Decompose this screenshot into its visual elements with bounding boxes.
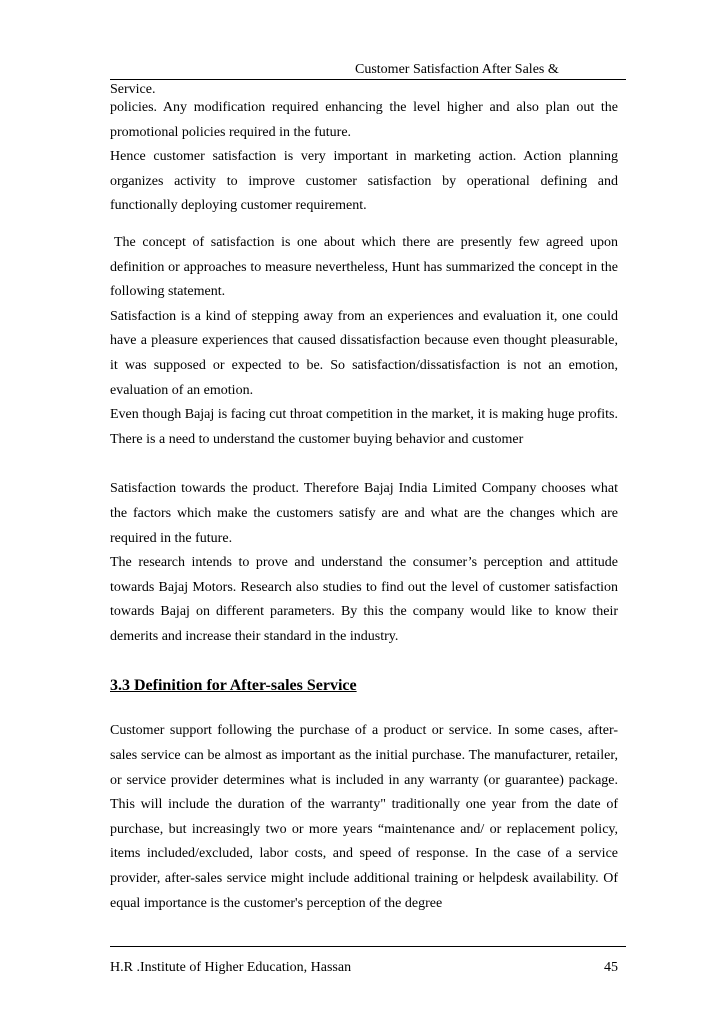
paragraph-after-sales-definition: Customer support following the purchase of a product or service. In some cases, after-sales service can be almost as important as the initial purchase. The manufacturer, retailer, or service provider determines what is included in any warranty (or guarantee) package. This will include the duration of the warranty" traditionally one year from the date of purchase, but increasingly two or more years “maintenance and/ or replacement policy, items included/excluded, labor costs, and speed of response. In the case of a service provider, after-sales service might include additional training or helpdesk availability. Of equal importance is the customer's perception of the degree: [110, 723, 618, 911]
header-title: Customer Satisfaction After Sales &: [355, 62, 559, 77]
paragraph-bajaj-competition: Even though Bajaj is facing cut throat competition in the market, it is making huge profits. There is a need to understand the customer buying behavior and customer: [110, 407, 618, 447]
page-content: [110, 96, 618, 916]
paragraph-concept-of-satisfaction: The concept of satisfaction is one about which there are presently few agreed upon definition or approaches to measure nevertheless, Hunt has summarized the concept in the following statement.: [110, 234, 618, 300]
spacer: [110, 699, 618, 719]
paragraph-satisfaction-product: Satisfaction towards the product. Therefore Bajaj India Limited Company chooses what the factors which make the customers satisfy are and what are the changes which are required in the future.: [110, 481, 618, 546]
paragraph-satisfaction-definition: Satisfaction is a kind of stepping away from an experiences and evaluation it, one could have a pleasure experiences that caused dissatisfaction because even thought pleasurable, it was supposed or expected to be. So satisfaction/dissatisfaction is not an emotion, evaluation of an emotion.: [110, 308, 618, 398]
footer-divider: [110, 946, 626, 947]
spacer: [110, 452, 618, 477]
paragraph-customer-satisfaction: Hence customer satisfaction is very important in marketing action. Action planning organizes activity to improve customer satisfaction by operational defining and functionally deploying customer requirement.: [110, 149, 618, 214]
header-title-continuation: Service.: [110, 82, 156, 97]
footer-institution: H.R .Institute of Higher Education, Hassan: [110, 960, 352, 975]
page-number: 45: [604, 960, 618, 975]
spacer: [110, 219, 618, 231]
paragraph-research-intent: The research intends to prove and understand the consumer’s perception and attitude towards Bajaj Motors. Research also studies to find out the level of customer satisfaction towards Bajaj on different parameters. By this the company would like to know their demerits and increase their standard in the industry.: [110, 555, 618, 644]
header-divider: [110, 79, 626, 80]
paragraph-policies: policies. Any modification required enhancing the level higher and also plan out the promotional policies required in the future.: [110, 100, 618, 140]
section-heading: 3.3 Definition for After-sales Service: [110, 677, 357, 695]
